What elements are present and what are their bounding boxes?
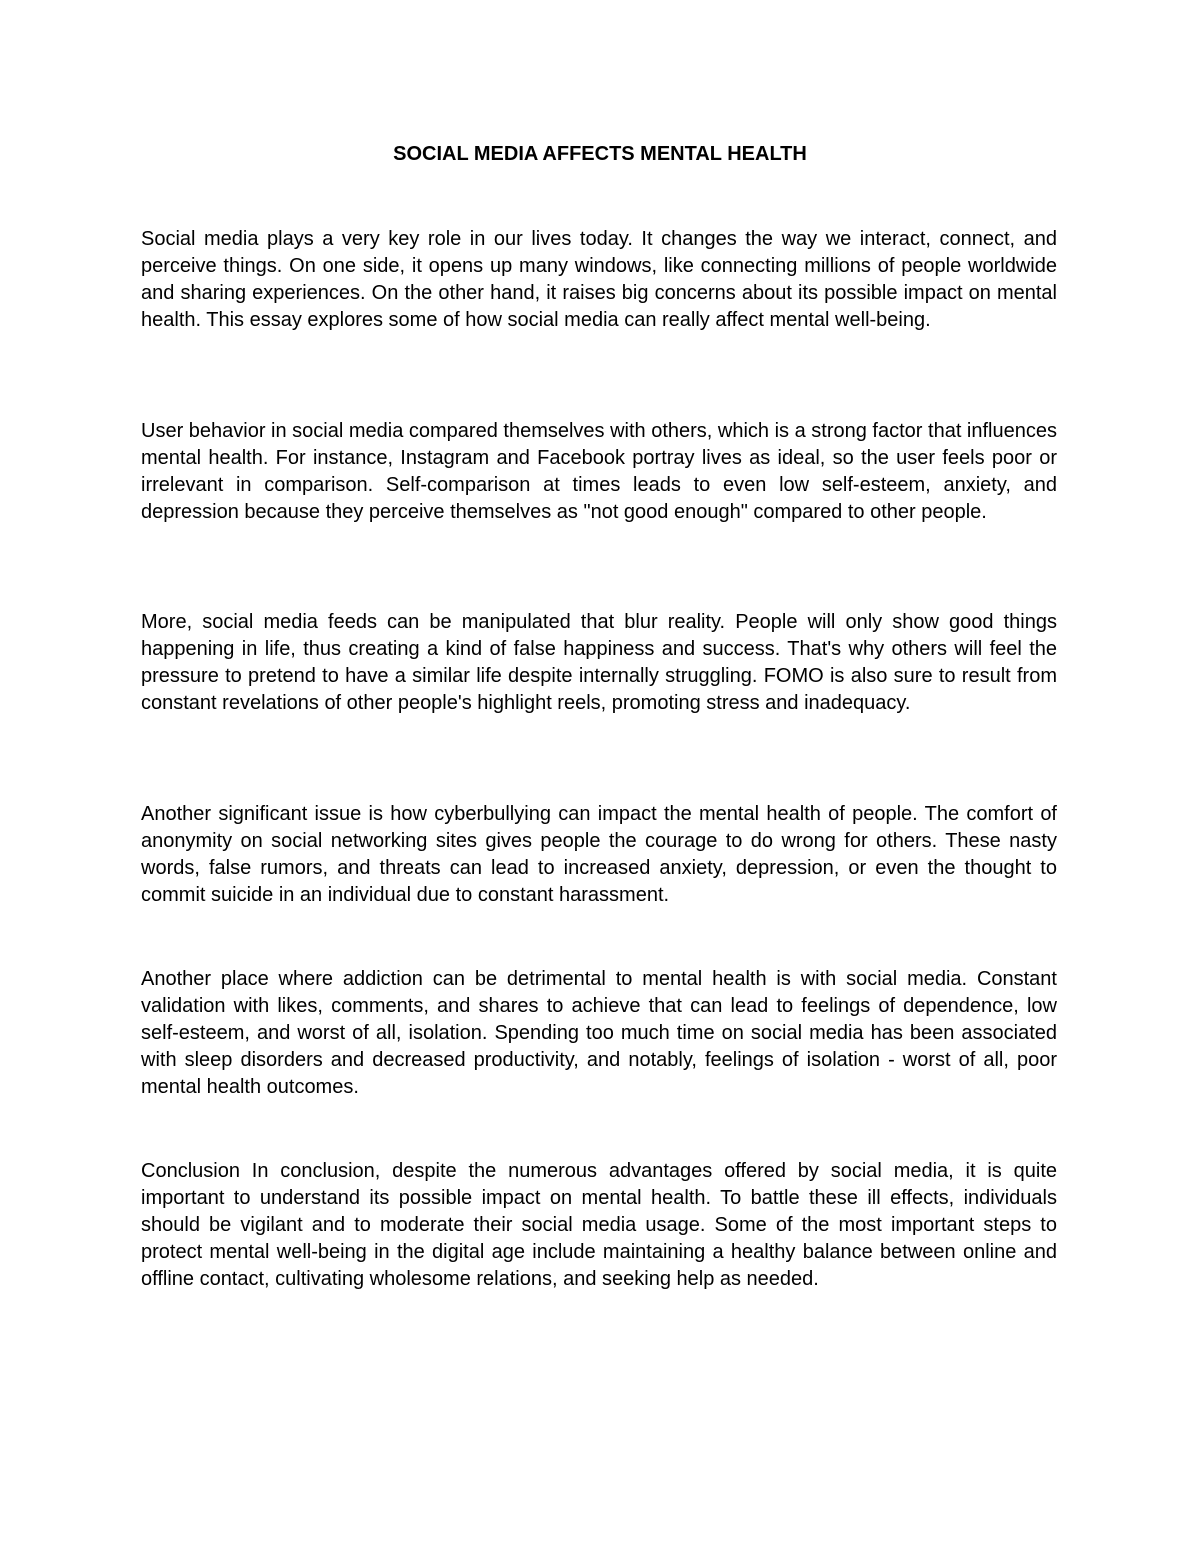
paragraph-self-comparison: User behavior in social media compared themselves with others, which is a strong factor that influences mental health. For instance, Instagram and Facebook portray lives as ideal, so the user feels poor or irrelevant in comparison. Self-comparison at times leads to even low self-esteem, anxiety, and depression because they perceive themselves as "not good enough" compared to other people.: [141, 420, 1057, 523]
paragraph-addiction: Another place where addiction can be detrimental to mental health is with social media. Constant validation with likes, comments, and shares to achieve that can lead to feelings of dependence, low self-esteem, and worst of all, isolation. Spending too much time on social media has been associated with sleep disorders and decreased productivity, and notably, feelings of isolation - worst of all, poor mental health outcomes.: [141, 968, 1057, 1098]
page-title: SOCIAL MEDIA AFFECTS MENTAL HEALTH: [393, 143, 807, 165]
paragraph-introduction: Social media plays a very key role in our lives today. It changes the way we interact, connect, and perceive things. On one side, it opens up many windows, like connecting millions of people worldwide and sharing experiences. On the other hand, it raises big concerns about its possible impact on mental health. This essay explores some of how social media can really affect mental well-being.: [141, 228, 1057, 331]
paragraph-conclusion: Conclusion In conclusion, despite the numerous advantages offered by social media, it is quite important to understand its possible impact on mental health. To battle these ill effects, individuals should be vigilant and to moderate their social media usage. Some of the most important steps to protect mental well-being in the digital age include maintaining a healthy balance between online and offline contact, cultivating wholesome relations, and seeking help as needed.: [141, 1160, 1057, 1290]
paragraph-false-reality: More, social media feeds can be manipulated that blur reality. People will only show good things happening in life, thus creating a kind of false happiness and success. That's why others will feel the pressure to pretend to have a similar life despite internally struggling. FOMO is also sure to result from constant revelations of other people's highlight reels, promoting stress and inadequacy.: [141, 611, 1057, 714]
paragraph-cyberbullying: Another significant issue is how cyberbullying can impact the mental health of people. The comfort of anonymity on social networking sites gives people the courage to do wrong for others. These nasty words, false rumors, and threats can lead to increased anxiety, depression, or even the thought to commit suicide in an individual due to constant harassment.: [141, 803, 1057, 906]
